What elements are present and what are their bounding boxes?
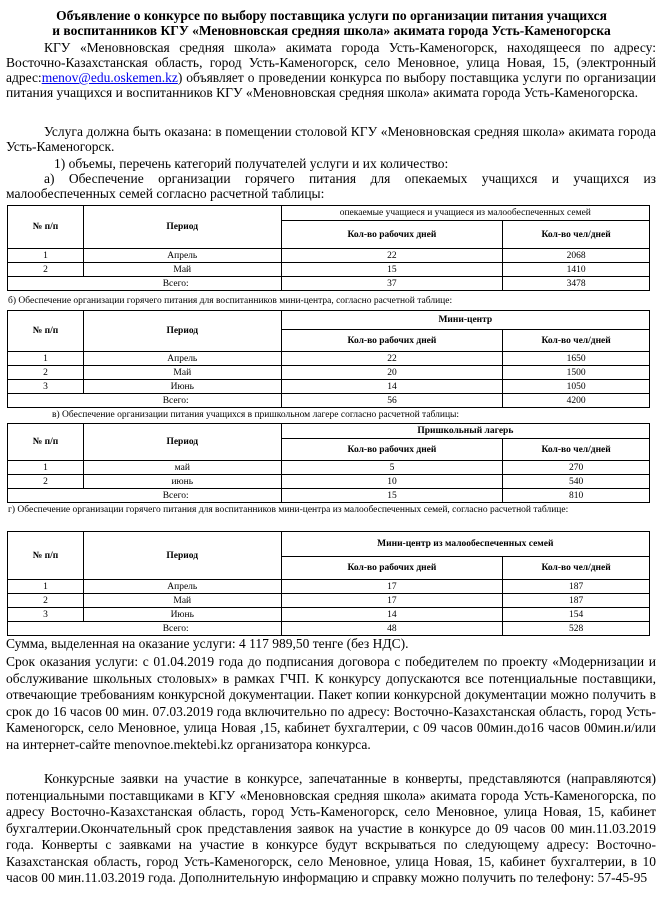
total-people: 3478 xyxy=(503,277,650,291)
table-cell: 1 xyxy=(8,249,84,263)
total-days: 48 xyxy=(281,622,503,636)
table-cell: 14 xyxy=(281,380,503,394)
table-a-header-days: Кол-во рабочих дней xyxy=(281,221,503,249)
table-cell: 10 xyxy=(281,475,503,489)
table-a xyxy=(7,205,650,291)
email-link[interactable]: menov@edu.oskemen.kz xyxy=(41,70,178,85)
table-row xyxy=(8,366,650,380)
caption-c: в) Обеспечение организации питания учащихся в пришкольном лагере согласно расчетной таблицы: xyxy=(52,410,460,420)
total-people: 810 xyxy=(503,489,650,503)
table-cell: 15 xyxy=(281,263,503,277)
table-cell: 22 xyxy=(281,352,503,366)
table-cell: 14 xyxy=(281,608,503,622)
caption-b: б) Обеспечение организации горячего питания для воспитанников мини-центра, согласно расчетной таблице: xyxy=(8,296,453,306)
total-days: 15 xyxy=(281,489,503,503)
table-cell: Июнь xyxy=(83,608,281,622)
table-cell: 17 xyxy=(281,580,503,594)
table-c-header-period: Период xyxy=(83,424,281,461)
table-c-header-people: Кол-во чел/дней xyxy=(503,439,650,461)
table-row xyxy=(8,594,650,608)
intro-paragraph xyxy=(6,40,656,100)
intro-text-2: ) объявляет о проведении конкурса по выбору поставщика услуги по организации питания учащихся и воспитанников КГУ «Меновновская средняя школа» акимата города Усть-Каменогорска. xyxy=(6,70,656,100)
total-label: Всего: xyxy=(8,394,282,408)
table-cell: Май xyxy=(83,263,281,277)
total-label: Всего: xyxy=(8,277,282,291)
total-days: 37 xyxy=(281,277,503,291)
table-total-row xyxy=(8,622,650,636)
table-cell: 1650 xyxy=(503,352,650,366)
table-c-header-group: Пришкольный лагерь xyxy=(281,424,649,439)
table-cell: 1 xyxy=(8,580,84,594)
title-line-1: Объявление о конкурсе по выбору поставщика услуги по организации питания учащихся xyxy=(56,8,607,23)
table-cell: май xyxy=(83,461,281,475)
table-cell: 3 xyxy=(8,380,84,394)
table-row xyxy=(8,461,650,475)
table-cell: 22 xyxy=(281,249,503,263)
table-row xyxy=(8,380,650,394)
table-b xyxy=(7,310,650,408)
table-cell: 1 xyxy=(8,461,84,475)
table-cell: 1500 xyxy=(503,366,650,380)
table-row xyxy=(8,608,650,622)
table-cell: 154 xyxy=(503,608,650,622)
table-cell: Июнь xyxy=(83,380,281,394)
table-cell: 2 xyxy=(8,475,84,489)
table-c xyxy=(7,423,650,503)
table-cell: 270 xyxy=(503,461,650,475)
table-row xyxy=(8,249,650,263)
intro-text-1: КГУ «Меновновская средняя школа» акимата города Усть-Каменогорск, находящееся по адресу: Восточно-Казахстанская область, город Усть-Каменогорск, село Меновное, улица Новая, 15, (электронный адрес: xyxy=(6,40,656,85)
table-b-header-group: Мини-центр xyxy=(281,311,649,330)
table-b-header-days: Кол-во рабочих дней xyxy=(281,330,503,352)
table-total-row xyxy=(8,277,650,291)
table-c-header-days: Кол-во рабочих дней xyxy=(281,439,503,461)
table-cell: Май xyxy=(83,594,281,608)
table-a-header-people: Кол-во чел/дней xyxy=(503,221,650,249)
table-a-header-period: Период xyxy=(83,206,281,249)
table-b-header-num: № п/п xyxy=(8,311,84,352)
table-c-header-num: № п/п xyxy=(8,424,84,461)
table-cell: 540 xyxy=(503,475,650,489)
table-b-header-period: Период xyxy=(83,311,281,352)
table-d-header-people: Кол-во чел/дней xyxy=(503,557,650,580)
sum-paragraph: Сумма, выделенная на оказание услуги: 4 117 989,50 тенге (без НДС). xyxy=(6,636,409,651)
table-cell: 20 xyxy=(281,366,503,380)
table-cell: 187 xyxy=(503,594,650,608)
table-d-header-num: № п/п xyxy=(8,532,84,580)
table-cell: Май xyxy=(83,366,281,380)
table-cell: 2 xyxy=(8,594,84,608)
table-cell: 3 xyxy=(8,608,84,622)
table-total-row xyxy=(8,394,650,408)
table-cell: июнь xyxy=(83,475,281,489)
table-cell: 2068 xyxy=(503,249,650,263)
service-place-paragraph: Услуга должна быть оказана: в помещении столовой КГУ «Меновновская средняя школа» акимата города Усть-Каменогорск. xyxy=(6,124,656,154)
caption-d: г) Обеспечение организации горячего питания для воспитанников мини-центра из малообеспеченных семей, согласно расчетной таблице: xyxy=(8,505,569,515)
table-d-header-group: Мини-центр из малообеспеченных семей xyxy=(281,532,649,557)
table-a-header-group: опекаемые учащиеся и учащиеся из малообеспеченных семей xyxy=(281,206,649,221)
table-cell: 5 xyxy=(281,461,503,475)
table-d-header-period: Период xyxy=(83,532,281,580)
table-total-row xyxy=(8,489,650,503)
table-d-header-days: Кол-во рабочих дней xyxy=(281,557,503,580)
table-cell: 2 xyxy=(8,263,84,277)
table-b-header-people: Кол-во чел/дней xyxy=(503,330,650,352)
table-d xyxy=(7,531,650,636)
table-row xyxy=(8,580,650,594)
table-row xyxy=(8,475,650,489)
table-cell: Апрель xyxy=(83,352,281,366)
term-paragraph: Срок оказания услуги: с 01.04.2019 года до подписания договора с победителем по проекту «Модернизации и обслуживание школьных столовых» в рамках ГЧП. К конкурсу допускаются все потенциальные поставщики, отвечающие требованиям конкурсной документации. Пакет копии конкурсной документации можно получить в срок до 16 часов 00 мин. 07.03.2019 года включительно по адресу: Восточно-Казахстанская область, город Усть-Каменогорск, село Меновное, улица Новая ,15, кабинет бухгалтерии, с 09 часов 00мин.до16 часов 00мин.и/или на интернет-сайте menovnoe.mektebi.kz организатора конкурса. xyxy=(6,654,656,752)
table-row xyxy=(8,352,650,366)
item-a-paragraph: а) Обеспечение организации горячего питания для опекаемых учащихся и учащихся из малообеспеченных семей согласно расчетной таблицы: xyxy=(6,171,656,201)
table-cell: Апрель xyxy=(83,580,281,594)
bids-paragraph: Конкурсные заявки на участие в конкурсе, запечатанные в конверты, представляются (направляются) потенциальными поставщиками в КГУ «Меновновская средняя школа» акимата города Усть-Каменогорска, по адресу Восточно-Казахстанская область, город Усть-Каменогорск, село Меновное, улица Новая, 15, кабинет бухгалтерии.Окончательный срок представления заявок на участие в конкурсе до 09 часов 00 мин.11.03.2019 года. Конверты с заявками на участие в конкурсе будут вскрываться по следующему адресу: Восточно-Казахстанская область, город Усть-Каменогорск, село Меновное, улица Новая, 15, кабинет бухгалтерии, в 10 часов 00 мин.11.03.2019 года. Дополнительную информацию и справку можно получить по телефону: 57-45-95 xyxy=(6,771,656,885)
list-intro: 1) объемы, перечень категорий получателей услуги и их количество: xyxy=(54,156,449,171)
total-people: 528 xyxy=(503,622,650,636)
table-cell: 17 xyxy=(281,594,503,608)
total-days: 56 xyxy=(281,394,503,408)
total-label: Всего: xyxy=(8,622,282,636)
title-line-2: и воспитанников КГУ «Меновновская средняя школа» акимата города Усть-Каменогорска xyxy=(52,23,611,38)
table-cell: 1 xyxy=(8,352,84,366)
total-label: Всего: xyxy=(8,489,282,503)
table-a-header-num: № п/п xyxy=(8,206,84,249)
total-people: 4200 xyxy=(503,394,650,408)
table-cell: 187 xyxy=(503,580,650,594)
table-cell: Апрель xyxy=(83,249,281,263)
table-cell: 1050 xyxy=(503,380,650,394)
table-cell: 1410 xyxy=(503,263,650,277)
table-row xyxy=(8,263,650,277)
page-title xyxy=(0,8,663,38)
table-cell: 2 xyxy=(8,366,84,380)
